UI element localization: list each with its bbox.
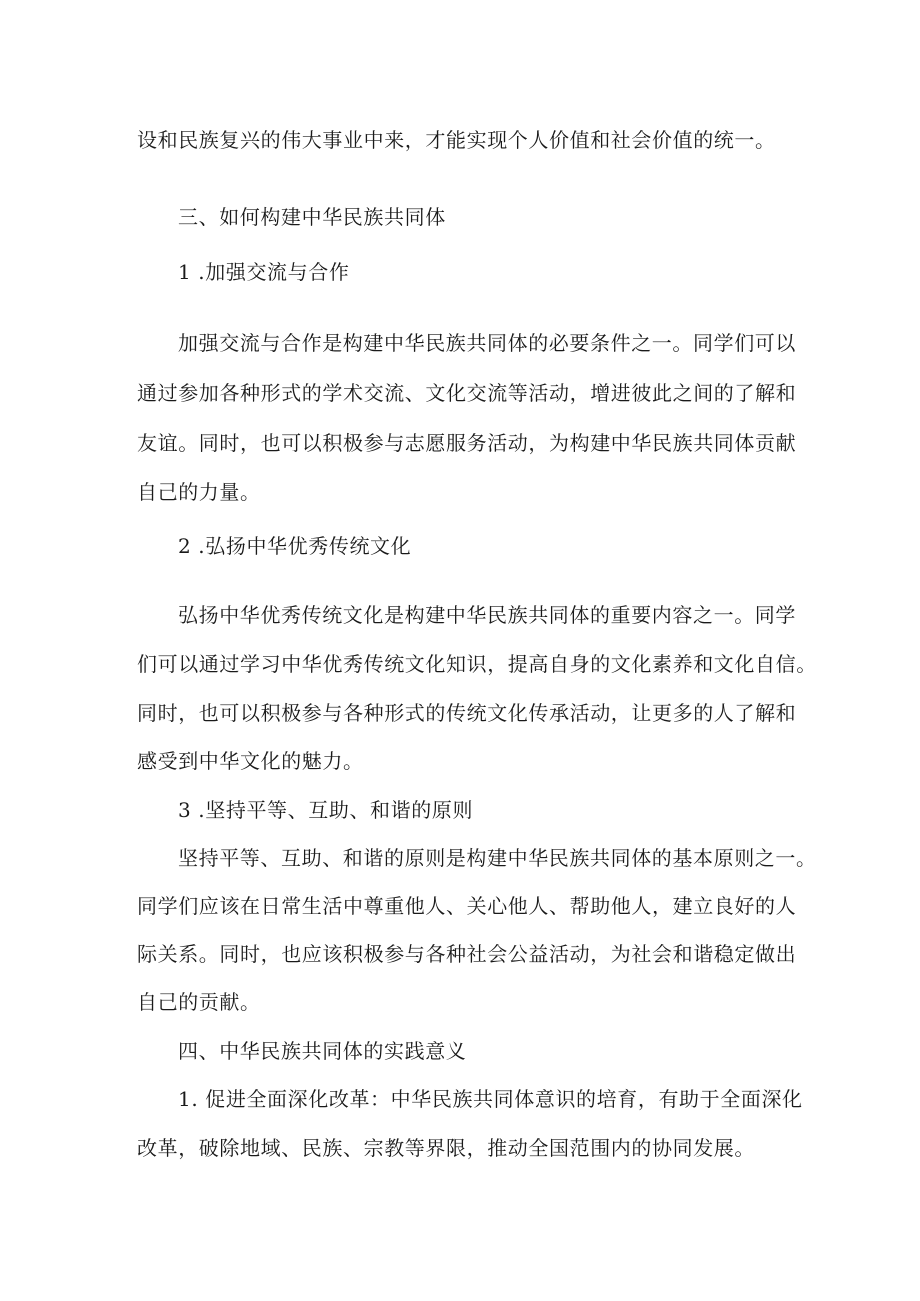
paragraph-line: 同时，也可以积极参与各种形式的传统文化传承活动，让更多的人了解和 [137, 701, 797, 725]
paragraph-line: 自己的贡献。 [137, 990, 261, 1014]
paragraph-line: 感受到中华文化的魅力。 [137, 749, 364, 773]
paragraph-line: 友谊。同时，也可以积极参与志愿服务活动，为构建中华民族共同体贡献 [137, 431, 797, 455]
paragraph-line: 弘扬中华优秀传统文化是构建中华民族共同体的重要内容之一。同学 [178, 603, 796, 627]
paragraph-line: 际关系。同时，也应该积极参与各种社会公益活动，为社会和谐稳定做出 [137, 942, 797, 966]
paragraph-line: 改革，破除地域、民族、宗教等界限，推动全国范围内的协同发展。 [137, 1136, 755, 1160]
section-heading-4: 四、中华民族共同体的实践意义 [178, 1039, 467, 1063]
paragraph-line: 坚持平等、互助、和谐的原则是构建中华民族共同体的基本原则之一。 [178, 846, 817, 870]
paragraph-line: 加强交流与合作是构建中华民族共同体的必要条件之一。同学们可以 [178, 331, 796, 355]
paragraph-line: 设和民族复兴的伟大事业中来，才能实现个人价值和社会价值的统一。 [137, 128, 776, 152]
subheading-1: 1 .加强交流与合作 [178, 260, 350, 284]
subheading-3: 3 .坚持平等、互助、和谐的原则 [178, 798, 474, 822]
paragraph-line: 1. 促进全面深化改革：中华民族共同体意识的培育，有助于全面深化 [178, 1087, 803, 1111]
subheading-2: 2 .弘扬中华优秀传统文化 [178, 534, 412, 558]
paragraph-line: 们可以通过学习中华优秀传统文化知识，提高自身的文化素养和文化自信。 [137, 652, 817, 676]
paragraph-line: 同学们应该在日常生活中尊重他人、关心他人、帮助他人，建立良好的人 [137, 894, 797, 918]
paragraph-line: 自己的力量。 [137, 480, 261, 504]
paragraph-line: 通过参加各种形式的学术交流、文化交流等活动，增进彼此之间的了解和 [137, 381, 797, 405]
section-heading-3: 三、如何构建中华民族共同体 [178, 205, 446, 229]
